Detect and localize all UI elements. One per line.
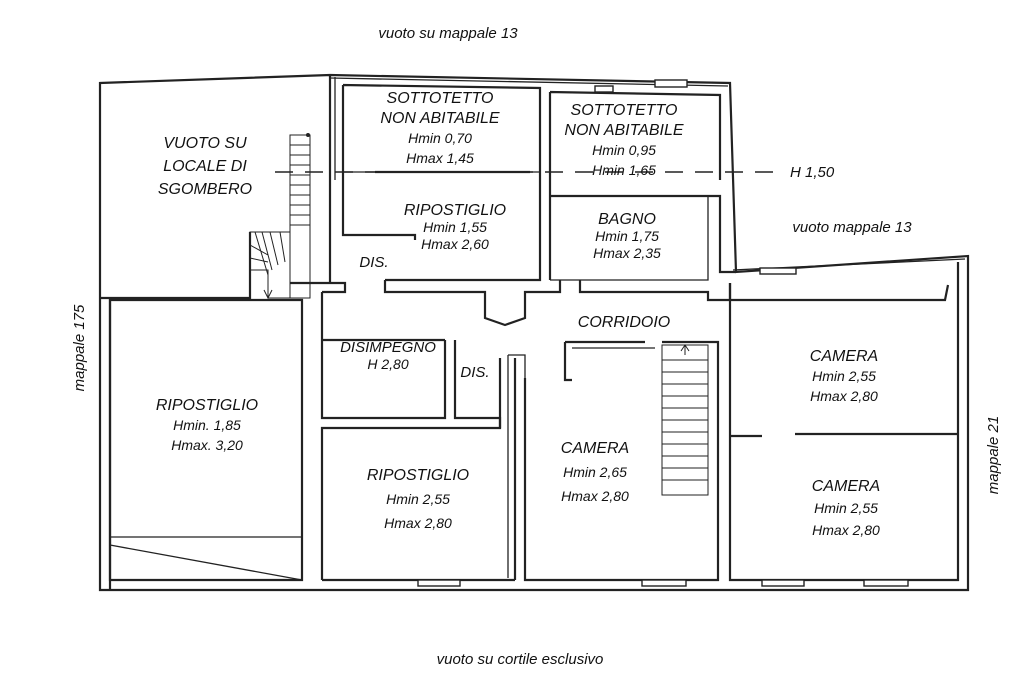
room-label-camera-center-line-2: Hmax 2,80 <box>561 488 629 504</box>
room-label-bagno-line-2: Hmax 2,35 <box>593 245 661 261</box>
room-label-camera-right-top-line-1: Hmin 2,55 <box>812 368 876 384</box>
room-label-sottotetto-1-line-3: Hmax 1,45 <box>406 150 474 166</box>
room-label-sottotetto-1-line-2: Hmin 0,70 <box>408 130 472 146</box>
room-label-ripostiglio-center-line-0: RIPOSTIGLIO <box>366 467 470 484</box>
room-label-ripostiglio-top-line-1: Hmin 1,55 <box>423 219 487 235</box>
room-label-sottotetto-1-line-0: SOTTOTETTO <box>386 90 494 107</box>
room-label-camera-right-top-line-2: Hmax 2,80 <box>810 388 878 404</box>
label-right: mappale 21 <box>985 415 1002 495</box>
room-label-camera-center-line-1: Hmin 2,65 <box>563 464 627 480</box>
room-label-dis-top-line-0: DIS. <box>359 254 389 271</box>
labels <box>71 25 1002 668</box>
room-label-vuoto-sgombero-line-0: VUOTO SU <box>163 135 247 152</box>
label-right-upper: vuoto mappale 13 <box>792 219 912 236</box>
room-label-sottotetto-2-line-1: NON ABITABILE <box>564 122 684 139</box>
room-label-ripostiglio-left-line-0: RIPOSTIGLIO <box>155 397 259 414</box>
room-label-sottotetto-2-line-2: Hmin 0,95 <box>592 142 656 158</box>
middle-walls <box>322 292 718 580</box>
room-label-vuoto-sgombero-line-2: SGOMBERO <box>157 181 253 198</box>
room-label-ripostiglio-top-line-0: RIPOSTIGLIO <box>403 202 507 219</box>
wall-camera-center <box>525 342 718 580</box>
room-label-camera-center-line-0: CAMERA <box>560 440 630 457</box>
room-label-disimpegno-line-0: DISIMPEGNO <box>340 339 436 356</box>
room-label-corridoio-line-0: CORRIDOIO <box>577 314 671 331</box>
room-label-bagno-line-0: BAGNO <box>598 211 656 228</box>
room-label-ripostiglio-center-line-1: Hmin 2,55 <box>386 491 450 507</box>
room-label-bagno-line-1: Hmin 1,75 <box>595 228 659 244</box>
label-left: mappale 175 <box>71 304 88 392</box>
room-label-ripostiglio-left-line-1: Hmin. 1,85 <box>173 417 241 433</box>
label-bottom: vuoto su cortile esclusivo <box>436 651 604 668</box>
label-top: vuoto su mappale 13 <box>378 25 518 42</box>
room-label-camera-right-bottom-line-0: CAMERA <box>811 478 881 495</box>
room-label-sottotetto-1-line-1: NON ABITABILE <box>380 110 500 127</box>
room-label-ripostiglio-left-line-2: Hmax. 3,20 <box>171 437 243 453</box>
label-height-line: H 1,50 <box>790 164 835 181</box>
room-label-camera-right-bottom-line-2: Hmax 2,80 <box>812 522 880 538</box>
room-label-dis-mid-line-0: DIS. <box>460 364 490 381</box>
room-label-disimpegno-line-1: H 2,80 <box>367 356 409 372</box>
room-label-ripostiglio-top-line-2: Hmax 2,60 <box>421 236 489 252</box>
room-label-vuoto-sgombero-line-1: LOCALE DI <box>163 158 247 175</box>
room-label-camera-right-top-line-0: CAMERA <box>809 348 879 365</box>
room-label-ripostiglio-center-line-2: Hmax 2,80 <box>384 515 452 531</box>
room-label-camera-right-bottom-line-1: Hmin 2,55 <box>814 500 878 516</box>
room-label-sottotetto-2-line-0: SOTTOTETTO <box>570 102 678 119</box>
room-label-sottotetto-2-line-3: Hmin 1,65 <box>592 162 656 178</box>
